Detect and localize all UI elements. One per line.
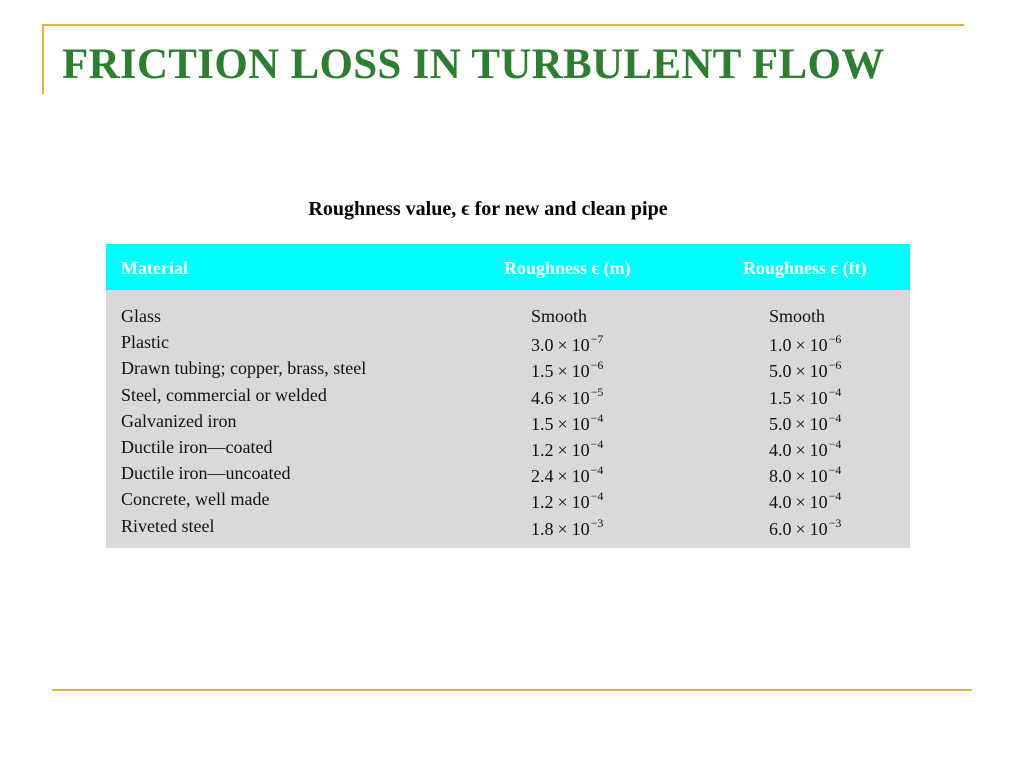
times-symbol: × [795,518,806,539]
roughness-ft-cell [769,437,841,461]
frame-top-line [42,24,964,26]
base-ten: 10 [809,335,828,356]
header-roughness-m: Roughness ϵ (m) [504,258,631,278]
roughness-m-cell-exponent: −4 [590,463,604,478]
roughness-m-cell-mantissa: 4.6 [531,387,554,408]
roughness-ft-cell-exponent: −4 [828,410,842,425]
roughness-ft-cell-mantissa: 4.0 [769,439,792,460]
roughness-m-cell [531,463,603,487]
times-symbol: × [795,492,806,513]
base-ten: 10 [571,518,590,539]
times-symbol: × [557,518,568,539]
slide-title: FRICTION LOSS IN TURBULENT FLOW [62,41,885,88]
header-roughness-ft: Roughness ϵ (ft) [743,258,867,278]
roughness-ft-cell-exponent: −4 [828,436,842,451]
base-ten: 10 [809,387,828,408]
roughness-ft-cell-mantissa: 5.0 [769,361,792,382]
roughness-m-cell [531,385,603,409]
table-row [106,385,910,411]
roughness-m-cell-mantissa: 3.0 [531,335,554,356]
roughness-ft-cell [769,489,841,513]
roughness-ft-cell-exponent: −3 [828,515,842,530]
roughness-m-cell [531,358,603,382]
roughness-ft-cell-exponent: −6 [828,358,842,373]
base-ten: 10 [809,466,828,487]
table-body [106,306,910,542]
base-ten: 10 [571,492,590,513]
base-ten: 10 [809,518,828,539]
roughness-ft-cell-mantissa: 6.0 [769,518,792,539]
roughness-m-cell [531,489,603,513]
roughness-ft-cell [769,411,841,435]
times-symbol: × [795,335,806,356]
roughness-ft-cell-exponent: −4 [828,489,842,504]
roughness-m-cell [531,332,603,356]
roughness-ft-cell-exponent: −4 [828,463,842,478]
material-cell: Glass [121,306,161,326]
header-material: Material [121,258,188,278]
roughness-ft-cell [769,516,841,540]
roughness-ft-cell [769,385,841,409]
roughness-m-cell-exponent: −3 [590,515,604,530]
base-ten: 10 [571,387,590,408]
times-symbol: × [795,361,806,382]
roughness-m-cell [531,411,603,435]
roughness-m-cell-exponent: −6 [590,358,604,373]
material-cell: Riveted steel [121,515,215,536]
roughness-ft-cell-mantissa: 1.5 [769,387,792,408]
roughness-m-cell-mantissa: 1.8 [531,518,554,539]
roughness-ft-cell-exponent: −6 [828,332,842,347]
material-cell: Steel, commercial or welded [121,384,327,405]
table-row [106,437,910,463]
roughness-ft-cell-mantissa: 1.0 [769,335,792,356]
roughness-m-cell-exponent: −5 [590,384,604,399]
roughness-m-cell [531,516,603,540]
material-cell: Ductile iron—uncoated [121,463,291,484]
roughness-ft-cell-mantissa: 5.0 [769,413,792,434]
roughness-ft-cell: Smooth [769,306,826,326]
times-symbol: × [795,466,806,487]
base-ten: 10 [571,335,590,356]
roughness-m-cell [531,437,603,461]
times-symbol: × [557,387,568,408]
base-ten: 10 [571,439,590,460]
base-ten: 10 [809,413,828,434]
roughness-m-cell-exponent: −4 [590,436,604,451]
table-header [106,244,910,290]
times-symbol: × [795,439,806,460]
roughness-m-cell-mantissa: 1.5 [531,413,554,434]
base-ten: 10 [809,361,828,382]
roughness-m-cell-mantissa: 1.2 [531,439,554,460]
material-cell: Concrete, well made [121,489,270,510]
roughness-table [106,244,910,548]
roughness-m-cell-exponent: −7 [590,332,604,347]
table-row [106,332,910,358]
roughness-ft-cell [769,332,841,356]
table-row [106,306,910,332]
table-row [106,489,910,515]
base-ten: 10 [809,492,828,513]
times-symbol: × [795,387,806,408]
roughness-ft-cell [769,463,841,487]
times-symbol: × [557,335,568,356]
table-row [106,358,910,384]
table-row [106,411,910,437]
times-symbol: × [557,361,568,382]
roughness-m-cell-exponent: −4 [590,410,604,425]
base-ten: 10 [571,361,590,382]
base-ten: 10 [571,413,590,434]
material-cell: Plastic [121,332,169,353]
material-cell: Galvanized iron [121,410,237,431]
base-ten: 10 [571,466,590,487]
material-cell: Ductile iron—coated [121,436,273,457]
times-symbol: × [795,413,806,434]
roughness-ft-cell-mantissa: 4.0 [769,492,792,513]
roughness-m-cell-exponent: −4 [590,489,604,504]
frame-left-line [42,24,44,94]
roughness-ft-cell-exponent: −4 [828,384,842,399]
table-caption: Roughness value, ϵ for new and clean pipe [308,198,668,220]
times-symbol: × [557,439,568,460]
roughness-ft-cell [769,358,841,382]
times-symbol: × [557,466,568,487]
frame-bottom-line [52,689,972,691]
base-ten: 10 [809,439,828,460]
roughness-ft-cell-mantissa: 8.0 [769,466,792,487]
times-symbol: × [557,413,568,434]
table-row [106,463,910,489]
roughness-m-cell-mantissa: 2.4 [531,466,554,487]
times-symbol: × [557,492,568,513]
roughness-m-cell-mantissa: 1.5 [531,361,554,382]
material-cell: Drawn tubing; copper, brass, steel [121,358,367,379]
roughness-m-cell-mantissa: 1.2 [531,492,554,513]
table-row [106,516,910,542]
roughness-m-cell: Smooth [531,306,588,326]
